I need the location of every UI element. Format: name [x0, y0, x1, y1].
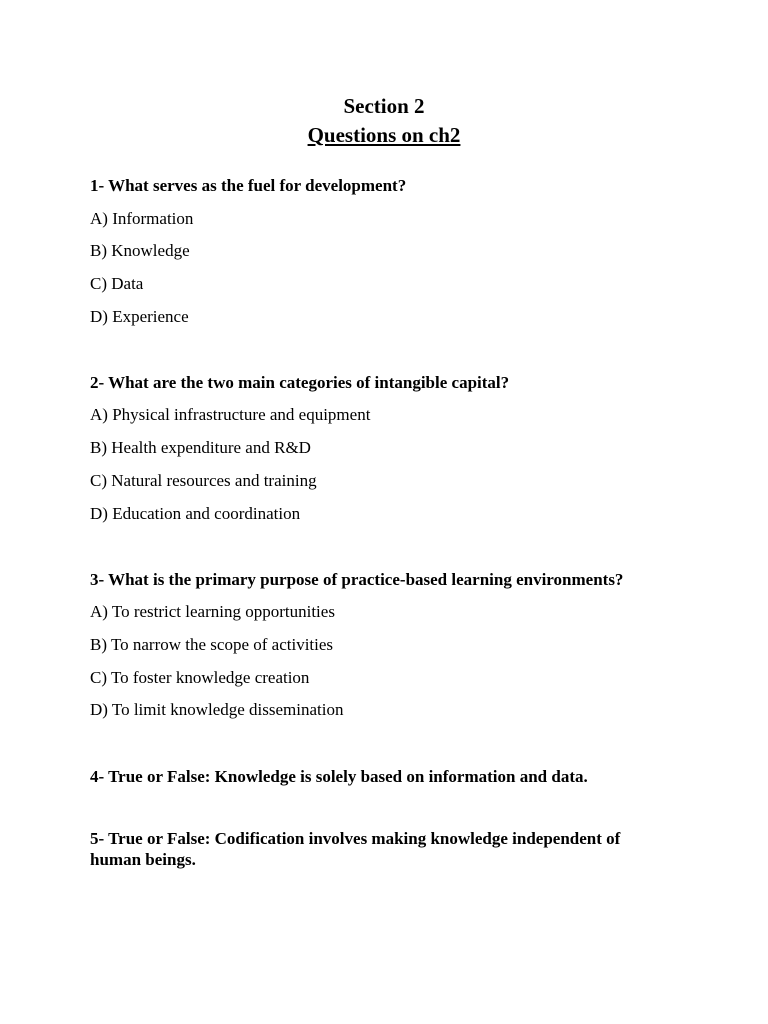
question-1-option-d: D) Experience — [90, 307, 189, 326]
question-4: 4- True or False: Knowledge is solely based on information and data. — [90, 767, 588, 786]
question-3-option-b: B) To narrow the scope of activities — [90, 635, 334, 654]
question-2-option-b: B) Health expenditure and R&D — [90, 438, 311, 457]
question-1-option-b: B) Knowledge — [90, 241, 190, 260]
question-1: 1- What serves as the fuel for development? — [90, 176, 407, 195]
question-3-option-a: A) To restrict learning opportunities — [90, 602, 335, 621]
question-2-option-c: C) Natural resources and training — [90, 471, 317, 490]
question-3-option-d: D) To limit knowledge dissemination — [90, 700, 344, 719]
question-2-option-d: D) Education and coordination — [90, 504, 301, 523]
page-title: Questions on ch2 — [307, 123, 461, 147]
question-5: 5- True or False: Codification involves making knowledge independent of human beings. — [90, 829, 621, 869]
question-2: 2- What are the two main categories of intangible capital? — [90, 373, 510, 392]
question-3-option-c: C) To foster knowledge creation — [90, 668, 310, 687]
question-3: 3- What is the primary purpose of practice-based learning environments? — [90, 570, 624, 589]
question-1-option-a: A) Information — [90, 209, 194, 228]
section-title: Section 2 — [343, 94, 425, 118]
question-2-option-a: A) Physical infrastructure and equipment — [90, 405, 371, 424]
question-1-option-c: C) Data — [90, 274, 144, 293]
